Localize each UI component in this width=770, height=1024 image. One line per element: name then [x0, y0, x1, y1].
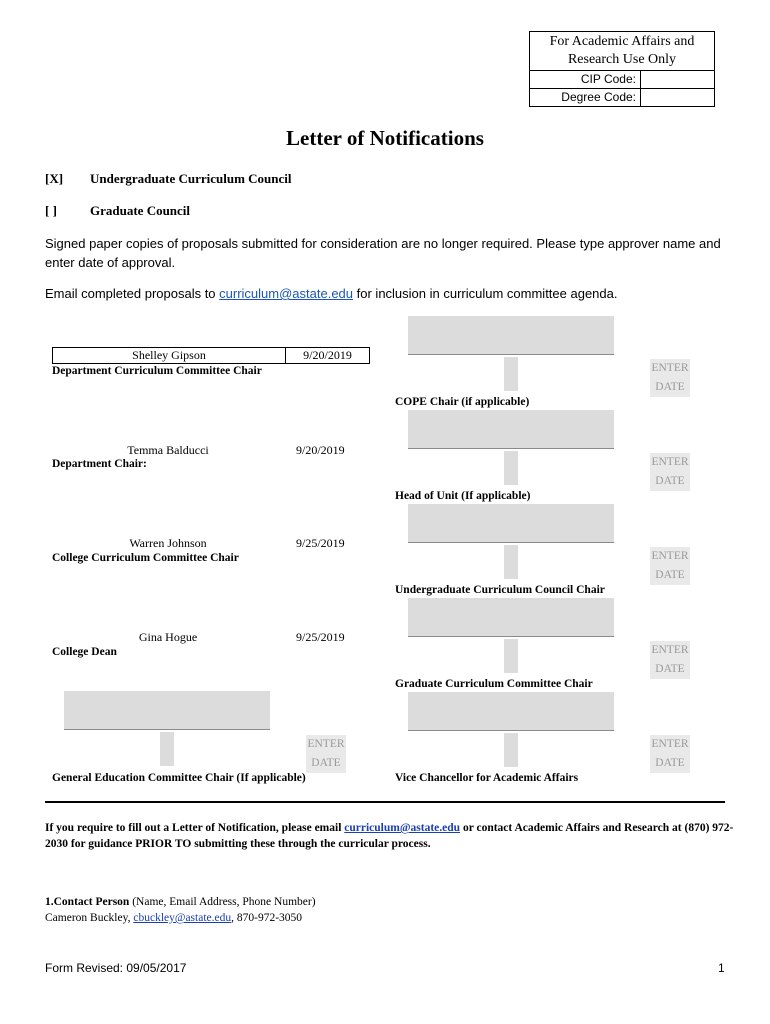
signature-label: College Dean	[52, 646, 117, 658]
graduate-council-checkbox[interactable]: [ ]	[45, 203, 57, 218]
office-use-header: For Academic Affairs and Research Use Only	[530, 32, 714, 71]
date-label: DATE	[655, 475, 685, 487]
signature-label: COPE Chair (if applicable)	[395, 396, 530, 408]
date-label: DATE	[655, 569, 685, 581]
signer-date: 9/25/2019	[296, 630, 345, 644]
email-instruction-before: Email completed proposals to	[45, 286, 220, 301]
page-title: Letter of Notifications	[286, 126, 484, 150]
signature-label: College Curriculum Committee Chair	[52, 552, 239, 564]
vc-date-field[interactable]	[650, 735, 690, 773]
enter-label: ENTER	[651, 456, 689, 468]
instructions-text: Signed paper copies of proposals submitted for consideration are no longer required. Please type approver name and enter date of approval.	[45, 236, 721, 270]
gen-ed-signature-field[interactable]	[64, 691, 270, 730]
cope-date-field[interactable]	[650, 359, 690, 397]
head-of-unit-name-field[interactable]	[504, 451, 518, 485]
cip-code-label: CIP Code:	[530, 71, 641, 88]
enter-label: ENTER	[651, 644, 689, 656]
gen-ed-label: General Education Committee Chair (If applicable)	[52, 772, 306, 784]
date-label: DATE	[655, 757, 685, 769]
signer-name: Shelley Gipson	[53, 348, 286, 363]
degree-code-label: Degree Code:	[530, 89, 641, 106]
gen-ed-date-field[interactable]	[306, 735, 346, 773]
section-divider	[45, 801, 725, 803]
vc-name-field[interactable]	[504, 733, 518, 767]
page-number: 1	[718, 961, 725, 975]
contact-name: Cameron Buckley,	[45, 912, 134, 924]
cip-code-field[interactable]	[641, 71, 714, 88]
head-of-unit-signature-field[interactable]	[408, 410, 614, 449]
signer-date: 9/20/2019	[303, 348, 352, 362]
notice-email-link[interactable]: curriculum@astate.edu	[344, 822, 461, 834]
head-of-unit-date-field[interactable]	[650, 453, 690, 491]
date-label: DATE	[655, 663, 685, 675]
enter-label: ENTER	[651, 550, 689, 562]
ucc-chair-signature-field[interactable]	[408, 504, 614, 543]
gen-ed-name-field[interactable]	[160, 732, 174, 766]
email-instruction-after: for inclusion in curriculum committee agenda.	[353, 286, 618, 301]
notice-before: If you require to fill out a Letter of Notification, please email	[45, 822, 345, 834]
signature-label: Department Chair:	[52, 458, 147, 470]
ucc-checkbox[interactable]: [X]	[45, 171, 64, 186]
signature-label: Graduate Curriculum Committee Chair	[395, 678, 593, 690]
signature-label: Department Curriculum Committee Chair	[52, 365, 262, 377]
ucc-chair-date-field[interactable]	[650, 547, 690, 585]
form-revised-text: Form Revised: 09/05/2017	[45, 961, 187, 975]
signer-name: Temma Balducci	[127, 443, 209, 457]
ucc-label: Undergraduate Curriculum Council	[90, 171, 292, 186]
date-label: DATE	[655, 381, 685, 393]
date-label: DATE	[311, 757, 341, 769]
contact-email-link[interactable]: cbuckley@astate.edu	[133, 912, 232, 924]
gcc-chair-name-field[interactable]	[504, 639, 518, 673]
notice-after: or contact Academic Affairs and Research at (870) 972-2030 for guidance PRIOR TO submitting these through the curricular process.	[45, 822, 734, 850]
graduate-council-label: Graduate Council	[90, 203, 191, 218]
vc-signature-field[interactable]	[408, 692, 614, 731]
cip-code-row	[530, 71, 714, 89]
gcc-chair-date-field[interactable]	[650, 641, 690, 679]
cope-signature-field[interactable]	[408, 316, 614, 355]
email-instruction	[45, 284, 725, 303]
contact-hint: (Name, Email Address, Phone Number)	[129, 896, 316, 908]
cope-name-field[interactable]	[504, 357, 518, 391]
notice-text	[45, 820, 735, 852]
office-use-box	[529, 31, 715, 107]
signer-name: Warren Johnson	[129, 536, 207, 550]
curriculum-email-link[interactable]: curriculum@astate.edu	[219, 286, 354, 301]
degree-code-row	[530, 89, 714, 106]
contact-section	[45, 894, 316, 926]
enter-label: ENTER	[651, 362, 689, 374]
gcc-chair-signature-field[interactable]	[408, 598, 614, 637]
signer-date: 9/25/2019	[296, 536, 345, 550]
signature-label: Undergraduate Curriculum Council Chair	[395, 584, 605, 596]
signature-label: Vice Chancellor for Academic Affairs	[395, 772, 579, 784]
signature-label: Head of Unit (If applicable)	[395, 490, 531, 502]
enter-label: ENTER	[651, 738, 689, 750]
degree-code-field[interactable]	[641, 89, 714, 106]
signer-name: Gina Hogue	[138, 630, 198, 644]
contact-phone: , 870-972-3050	[231, 912, 303, 924]
ucc-chair-name-field[interactable]	[504, 545, 518, 579]
contact-heading: 1.Contact Person	[45, 896, 130, 908]
enter-label: ENTER	[307, 738, 345, 750]
signer-date: 9/20/2019	[296, 443, 345, 457]
dept-curriculum-signature-box[interactable]	[52, 347, 370, 364]
